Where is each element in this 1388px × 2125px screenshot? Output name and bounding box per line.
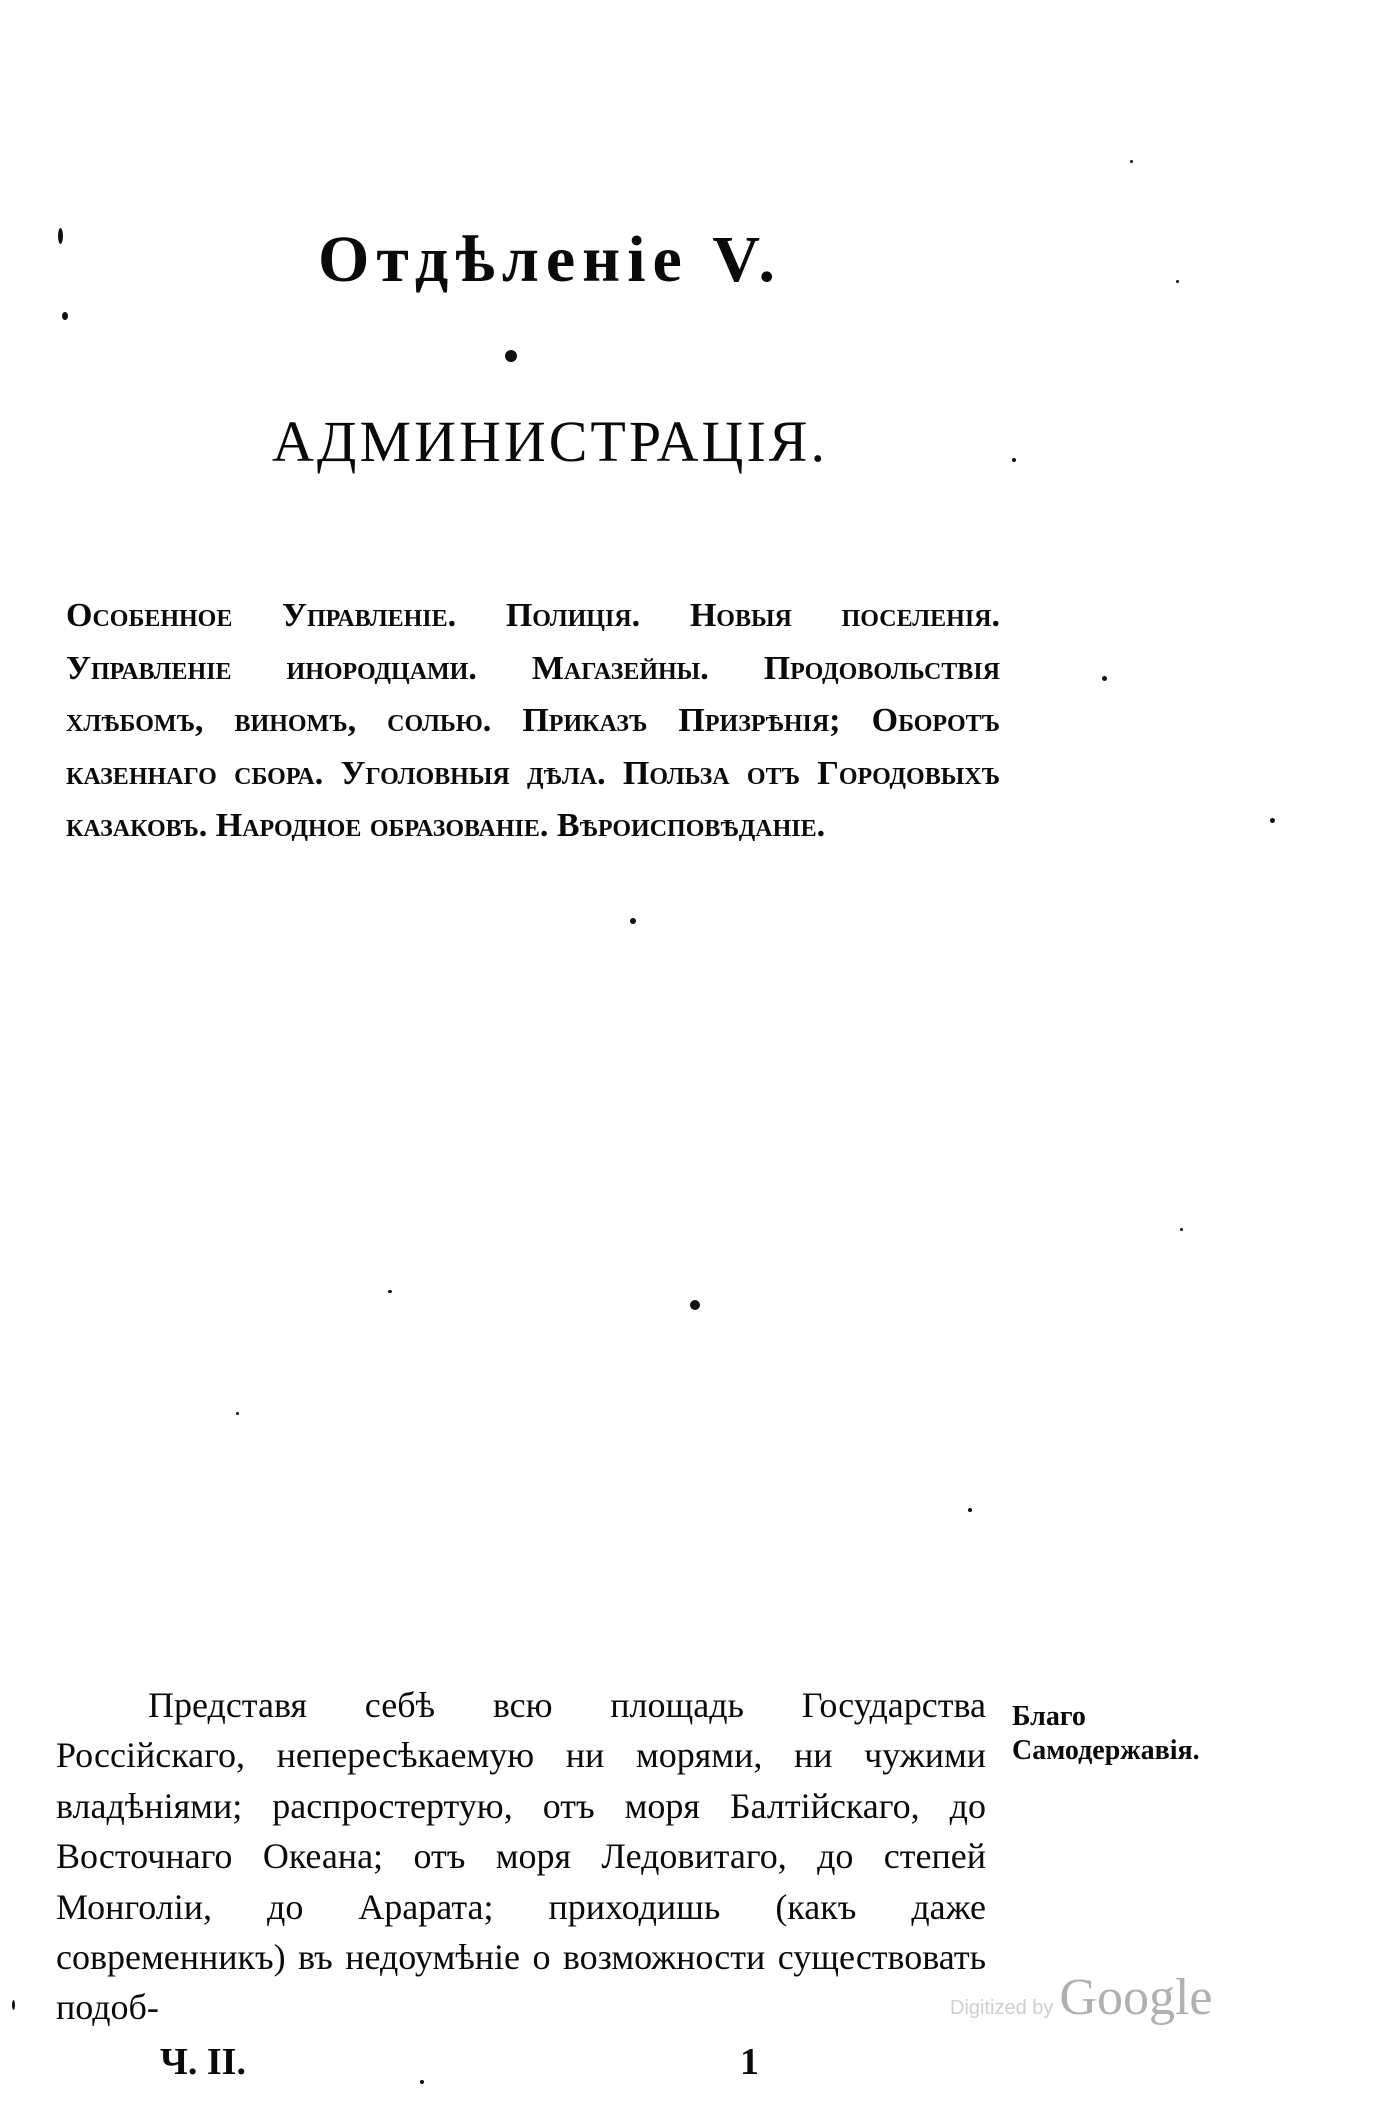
signature-mark: Ч. II. <box>160 2041 246 2083</box>
section-heading: Отдѣленіе V. <box>317 223 782 296</box>
scan-speck <box>505 350 517 362</box>
scan-speck <box>236 1412 239 1415</box>
scan-speck <box>1012 458 1016 462</box>
scan-speck <box>1130 160 1133 163</box>
page-number: 1 <box>740 2041 759 2083</box>
scan-speck <box>388 1290 392 1293</box>
scan-speck <box>1270 818 1275 823</box>
digitization-watermark <box>950 1968 1212 2027</box>
chapter-summary: Особенное Управленіе. Полиція. Новыя поселенія. Управленіе инородцами. Магазейны. Продовольствія хлѣбомъ, виномъ, солью. Приказъ Призрѣнія; Оборотъ казеннаго сбора. Уголовныя дѣла. Польза отъ Городовыхъ казаковъ. Народное образованіе. Вѣроисповѣданіе. <box>66 597 1000 845</box>
body-paragraph: Представя себѣ всю площадь Государства Россійскаго, непересѣкаемую ни морями, ни чужими владѣніями; распростертую, отъ моря Балтійскаго, до Восточнаго Океана; отъ моря Ледовитаго, до степей Монголіи, до Арарата; приходишь (какъ даже современникъ) въ недоумѣніе о возможности существовать подоб- <box>56 1685 986 2028</box>
scan-speck <box>62 312 68 320</box>
chapter-title: АДМИНИСТРАЦІЯ. <box>272 409 828 474</box>
scan-speck <box>58 228 63 244</box>
scan-speck <box>1102 676 1107 681</box>
scan-speck <box>968 1508 972 1512</box>
scan-speck <box>420 2080 424 2084</box>
scan-speck <box>1176 280 1179 283</box>
scan-speck <box>12 2000 15 2010</box>
watermark-brand: Google <box>1059 1969 1213 2026</box>
scan-speck <box>630 918 636 924</box>
scan-speck <box>1180 1228 1183 1231</box>
margin-note: Благо Самодержавія. <box>1012 1701 1200 1766</box>
scan-speck <box>690 1300 700 1310</box>
watermark-prefix: Digitized by <box>950 1997 1054 2019</box>
